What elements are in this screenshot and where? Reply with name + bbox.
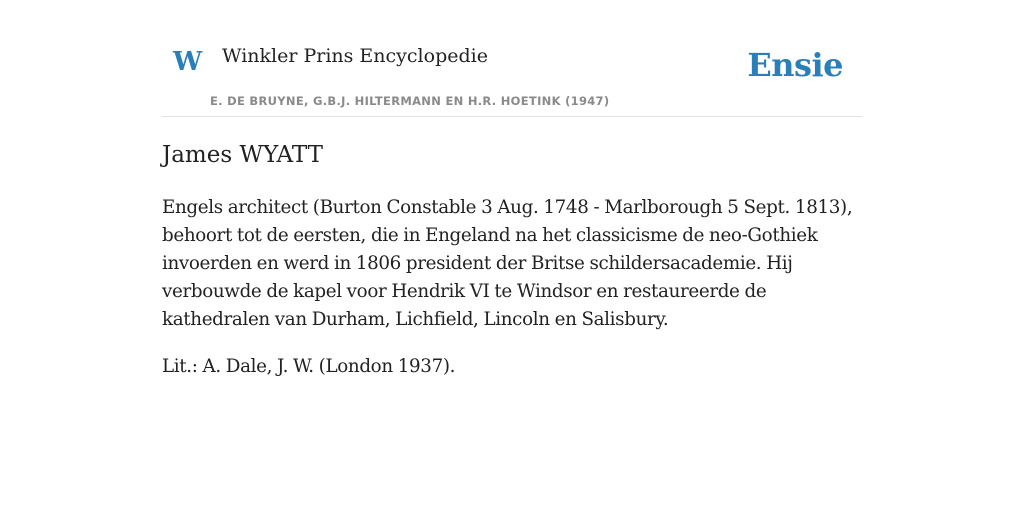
book-logo-link[interactable]: W [173,47,203,77]
entry-content [162,138,862,381]
entry-title: James WYATT [162,142,323,168]
book-authors: E. DE BRUYNE, G.B.J. HILTERMANN EN H.R. HOETINK (1947) [210,94,610,108]
book-title[interactable]: Winkler Prins Encyclopedie [222,45,488,67]
book-header [162,0,862,117]
ensie-logo-link[interactable]: Ensie [747,46,843,84]
entry-literature: Lit.: A. Dale, J. W. (London 1937). [162,356,456,377]
entry-body: Engels architect (Burton Constable 3 Aug. 1748 - Marlborough 5 Sept. 1813), behoort tot de eersten, die in Engeland na het classicisme de neo-Gothiek invoerden en werd in 1806 president der Britse schildersacademie. Hij verbouwde de kapel voor Hendrik VI te Windsor en restaureerde de kathedralen van Durham, Lichfield, Lincoln en Salisbury. [162,197,853,330]
